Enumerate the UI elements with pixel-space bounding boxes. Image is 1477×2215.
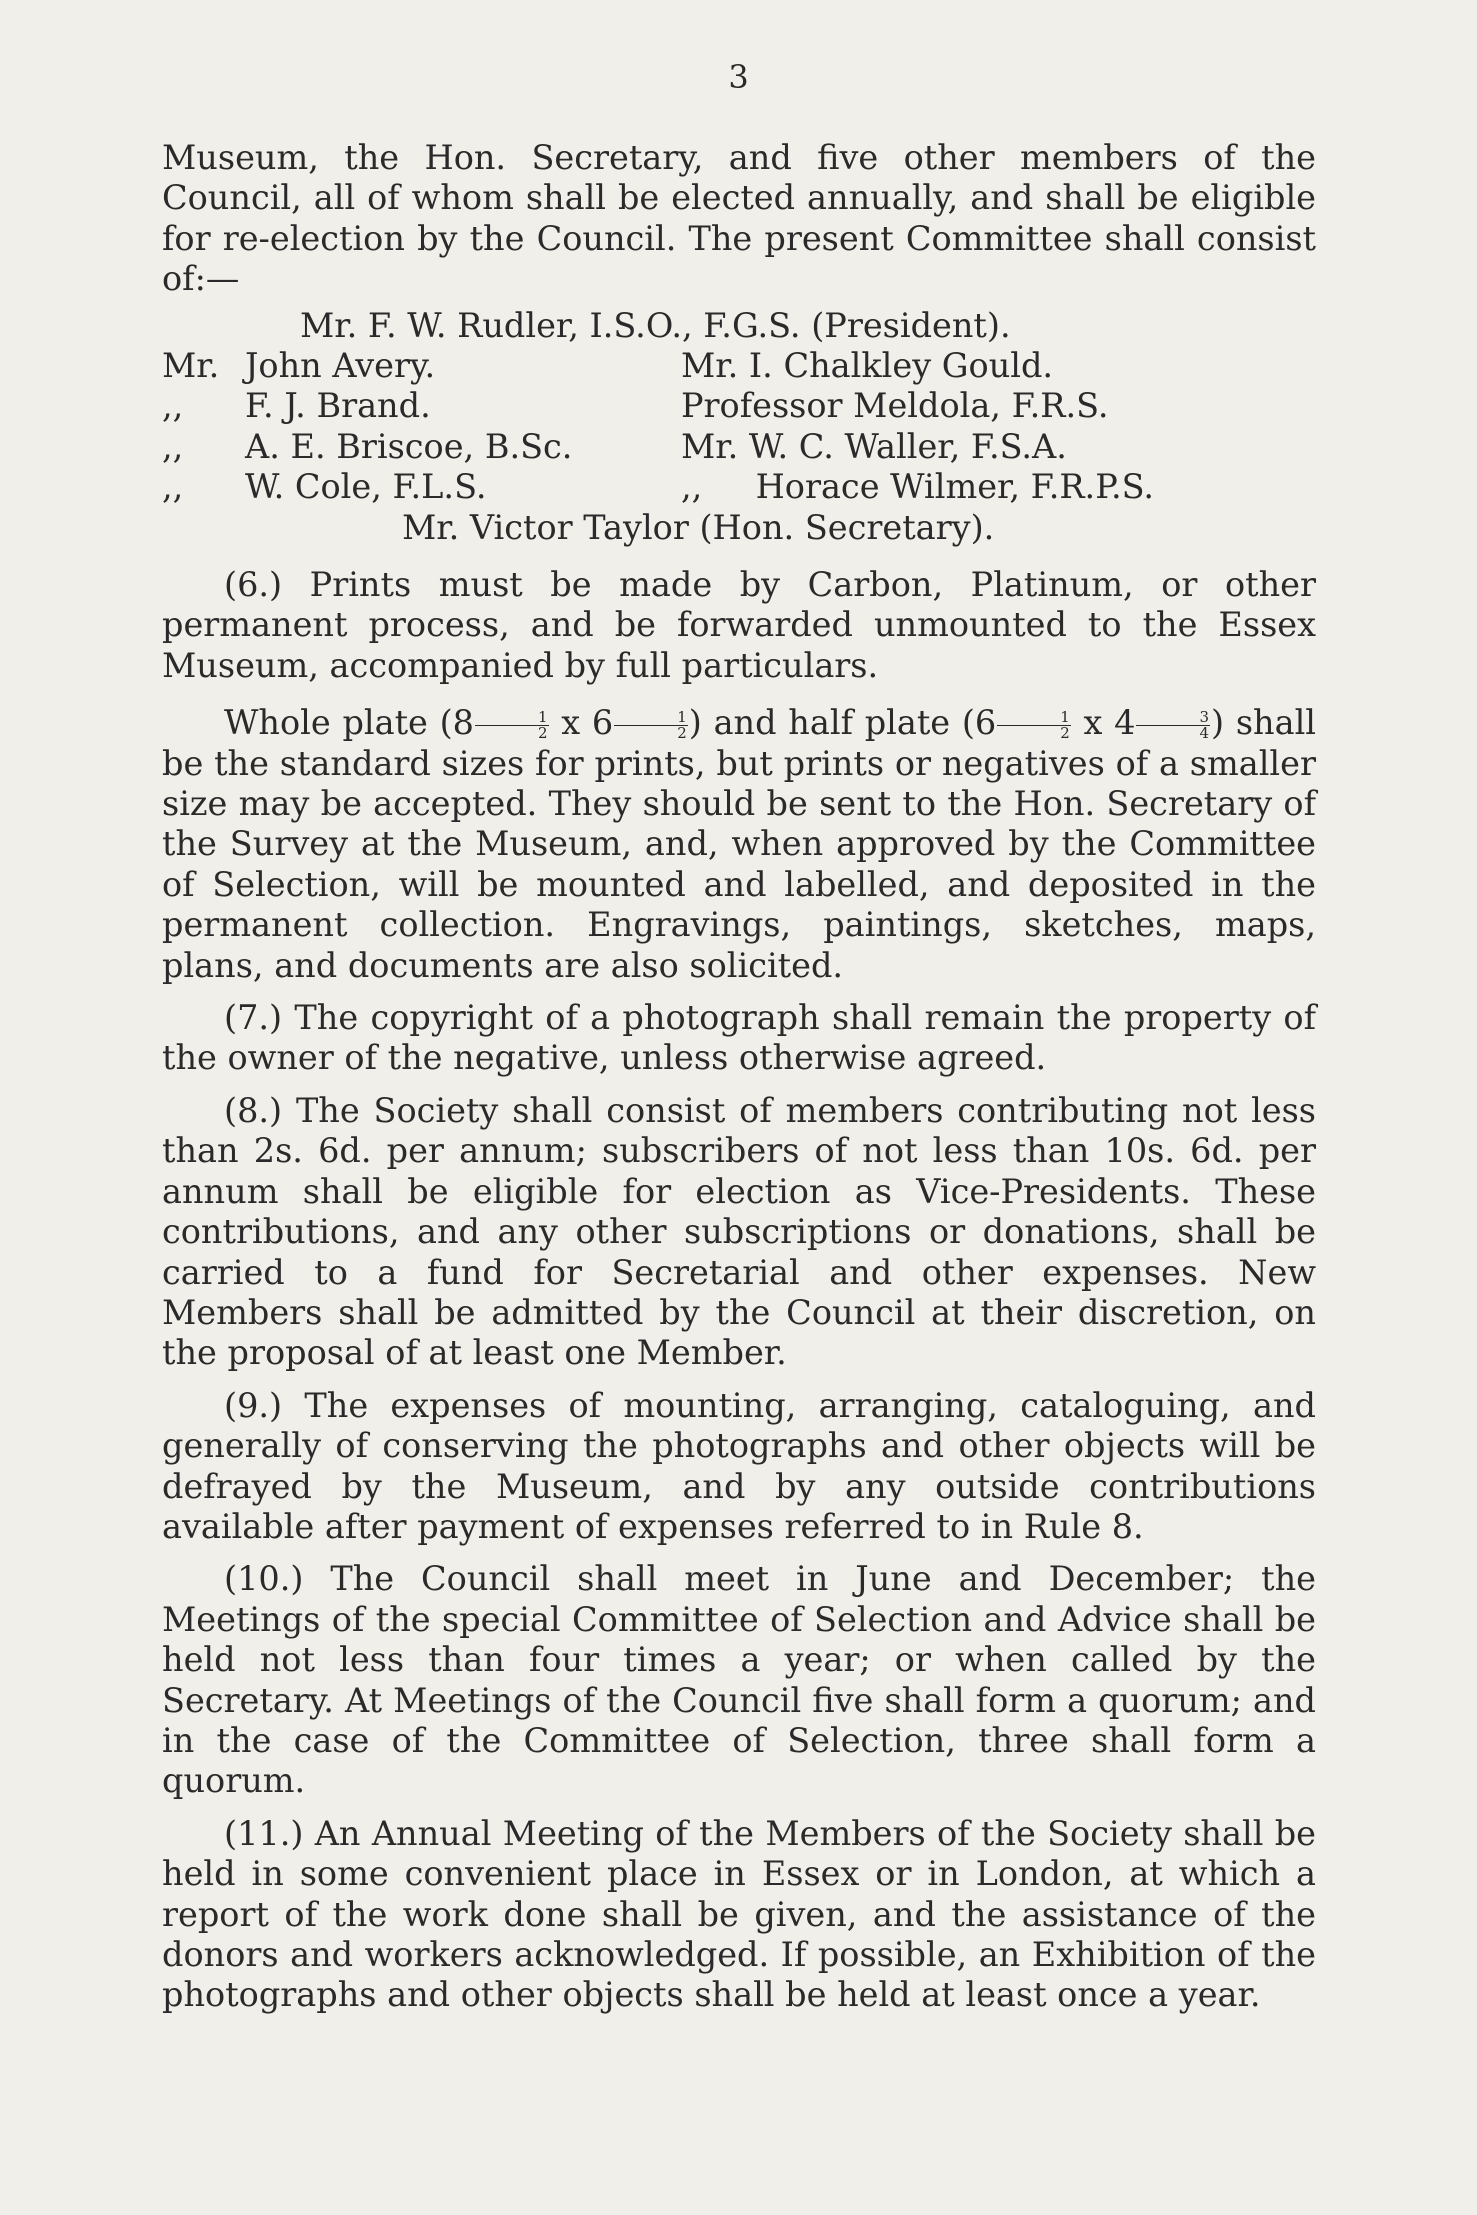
committee-row	[162, 386, 1316, 426]
rule-8: (8.) The Society shall consist of members contributing not less than 2s. 6d. per annum; subscribers of not less than 10s. 6d. per annum shall be eligible for election as Vice-Presidents. These contributions, and any other subscriptions or donations, shall be carried to a fund for Secretarial and other expenses. New Members shall be admitted by the Council at their discretion, on the proposal of at least one Member.	[162, 1090, 1316, 1373]
fraction: $\frac{1}{2}$	[997, 710, 1071, 741]
fraction: $\frac{1}{2}$	[475, 710, 549, 741]
rule-7: (7.) The copyright of a photograph shall remain the property of the owner of the negative, unless otherwise agreed.	[162, 998, 1316, 1078]
committee-secretary: Mr. Victor Taylor (Hon. Secretary).	[402, 507, 995, 547]
rule-10: (10.) The Council shall meet in June and December; the Meetings of the special Committee of Selection and Advice shall be held not less than four times a year; or when called by the Secretary. At Meetings of the Council five shall form a quorum; and in the case of the Committee of Selection, three shall form a quorum.	[162, 1559, 1316, 1801]
committee-row	[162, 467, 1316, 507]
committee-president: Mr. F. W. Rudler, I.S.O., F.G.S. (President).	[300, 305, 1011, 345]
member-name: Mr. W. C. Waller, F.S.A.	[681, 426, 1067, 466]
committee-row	[162, 427, 1316, 467]
ditto-mark: ,,	[681, 467, 703, 507]
fraction: $\frac{3}{4}$	[1136, 710, 1210, 741]
row-prefix: Mr.	[162, 346, 220, 386]
rule-11: (11.) An Annual Meeting of the Members of the Society shall be held in some convenient place in Essex or in London, at which a report of the work done shall be given, and the assistance of the donors and workers acknowledged. If possible, an Exhibition of the photographs and other objects shall be held at least once a year.	[162, 1813, 1316, 2015]
member-name-with-ditto	[681, 467, 1316, 507]
page-body	[162, 138, 1316, 2016]
rule-9: (9.) The expenses of mounting, arranging, cataloguing, and generally of conserving the photographs and other objects will be defrayed by the Museum, and by any outside contributions available after payment of expenses referred to in Rule 8.	[162, 1385, 1316, 1546]
page-number: 3	[728, 58, 749, 96]
member-name: A. E. Briscoe, B.Sc.	[245, 426, 573, 466]
committee-list	[162, 306, 1316, 548]
member-name: Professor Meldola, F.R.S.	[681, 386, 1109, 426]
ditto-mark: ,,	[162, 426, 184, 466]
intro-paragraph: Museum, the Hon. Secretary, and five other members of the Council, all of whom shall be elected annually, and shall be eligible for re-election by the Council. The present Committee shall consist of:—	[162, 138, 1316, 299]
member-name: John Avery.	[245, 346, 436, 386]
fraction: $\frac{1}{2}$	[614, 710, 688, 741]
member-name: F. J. Brand.	[245, 386, 431, 426]
member-name: Mr. I. Chalkley Gould.	[681, 346, 1054, 386]
plates-paragraph: Whole plate (8 $\frac{1}{2}$ x 6 $\frac{1}{2}$ ) and half plate (6 $\frac{1}{2}$ x 4 $\frac{3}{4}$ ) shall be the standard sizes for prints, but prints or negatives of a smaller size may be accepted. They should be sent to the Hon. Secretary of the Survey at the Museum, and, when approved by the Committee of Selection, will be mounted and labelled, and deposited in the permanent collection. Engravings, paintings, sketches, maps, plans, and documents are also solicited.	[162, 703, 1317, 985]
ditto-mark: ,,	[162, 386, 184, 426]
member-name: W. Cole, F.L.S.	[245, 467, 487, 507]
member-name: Horace Wilmer, F.R.P.S.	[755, 467, 1155, 507]
ditto-mark: ,,	[162, 467, 184, 507]
rule-6: (6.) Prints must be made by Carbon, Platinum, or other permanent process, and be forwarded unmounted to the Essex Museum, accompanied by full particulars.	[162, 565, 1316, 685]
committee-row	[162, 346, 1316, 386]
